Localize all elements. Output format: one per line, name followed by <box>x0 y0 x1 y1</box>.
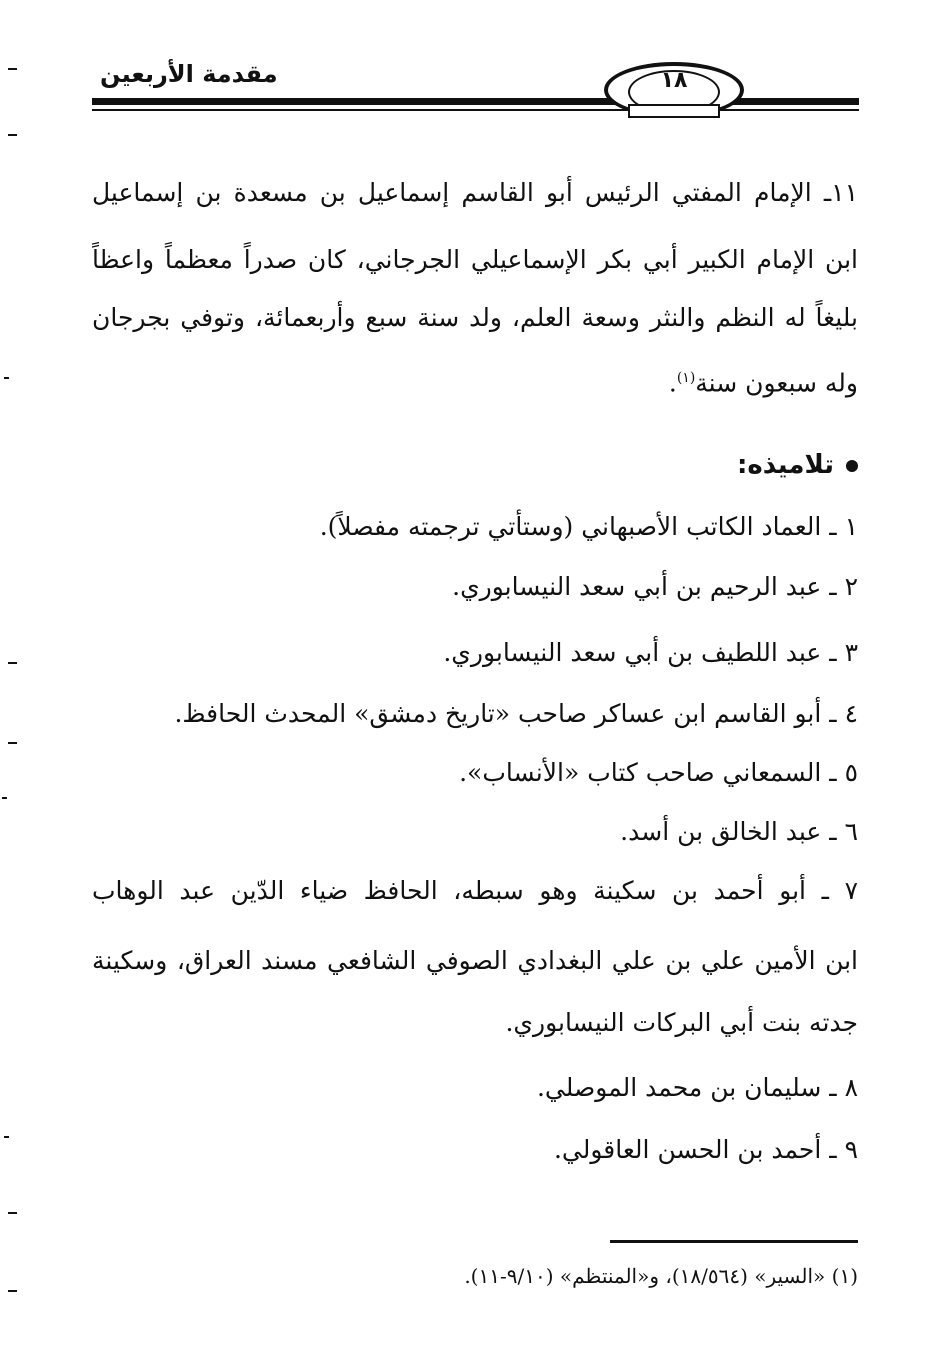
student-item-2: ٢ ـ عبد الرحيم بن أبي سعد النيسابوري. <box>452 572 858 601</box>
margin-mark <box>8 134 17 136</box>
student-item-6: ٦ ـ عبد الخالق بن أسد. <box>620 817 858 846</box>
header-rule-thin <box>92 109 859 111</box>
student-item-3: ٣ ـ عبد اللطيف بن أبي سعد النيسابوري. <box>443 638 858 667</box>
student-item-7-line-1: ٧ ـ أبو أحمد بن سكينة وهو سبطه، الحافظ ضياء الدّين عبد الوهاب <box>92 876 858 905</box>
student-item-5: ٥ ـ السمعاني صاحب كتاب «الأنساب». <box>459 758 858 787</box>
paragraph-line-1: ١١ـ الإمام المفتي الرئيس أبو القاسم إسماعيل بن مسعدة بن إسماعيل <box>92 178 858 207</box>
margin-mark <box>8 662 17 664</box>
page-number: ١٨ <box>660 68 688 93</box>
margin-mark <box>8 1290 17 1292</box>
student-item-8: ٨ ـ سليمان بن محمد الموصلي. <box>536 1073 858 1102</box>
margin-mark <box>8 1212 17 1214</box>
paragraph-end-punct: . <box>668 368 677 398</box>
paragraph-line-4 <box>669 361 858 400</box>
margin-mark <box>4 1136 9 1138</box>
footnote-rule <box>610 1240 858 1243</box>
student-item-7-line-3: جدته بنت أبي البركات النيسابوري. <box>505 1008 858 1037</box>
student-item-7-line-2: ابن الأمين علي بن علي البغدادي الصوفي الشافعي مسند العراق، وسكينة <box>92 946 858 975</box>
margin-mark <box>8 68 17 70</box>
student-item-4: ٤ ـ أبو القاسم ابن عساكر صاحب «تاريخ دمشق» المحدث الحافظ. <box>174 699 858 728</box>
bullet-icon <box>846 460 858 472</box>
margin-mark <box>4 377 9 379</box>
footnote-text: (١) «السير» (١٨/٥٦٤)، و«المنتظم» (٩/١٠-١١). <box>464 1264 858 1288</box>
margin-mark <box>8 742 17 744</box>
paragraph-line-2: ابن الإمام الكبير أبي بكر الإسماعيلي الجرجاني، كان صدراً معظماً واعظاً <box>92 245 858 274</box>
paragraph-line-4-text: وله سبعون سنة <box>695 368 858 398</box>
footnote-reference: (١) <box>676 370 696 386</box>
margin-mark <box>2 797 7 799</box>
student-item-1: ١ ـ العماد الكاتب الأصبهاني (وستأتي ترجمته مفصلاً). <box>319 512 858 541</box>
running-header-title: مقدمة الأربعين <box>100 60 278 88</box>
students-heading-label: تلاميذه: <box>737 450 834 480</box>
student-item-9: ٩ ـ أحمد بن الحسن العاقولي. <box>553 1135 858 1164</box>
students-heading <box>737 450 858 480</box>
header-rule <box>92 98 859 105</box>
page-number-frame-tab <box>628 104 720 118</box>
paragraph-line-3: بليغاً له النظم والنثر وسعة العلم، ولد سنة سبع وأربعمائة، وتوفي بجرجان <box>92 303 858 332</box>
